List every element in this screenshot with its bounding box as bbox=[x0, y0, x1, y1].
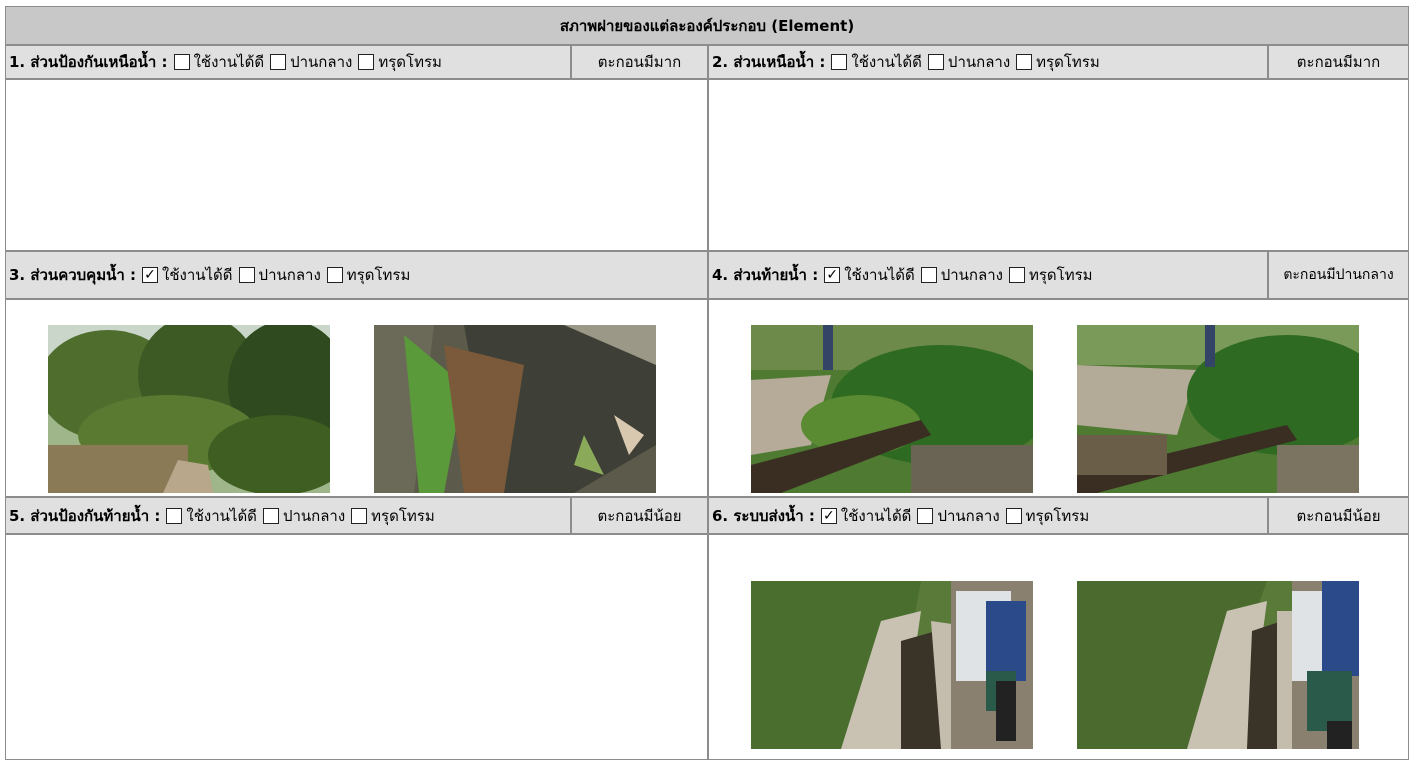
checkbox[interactable] bbox=[928, 54, 944, 70]
section-6-note: ตะกอนมีน้อย bbox=[1268, 497, 1409, 534]
checkbox[interactable] bbox=[1006, 508, 1022, 524]
table-header: สภาพฝายของแต่ละองค์ประกอบ (Element) bbox=[5, 6, 1409, 45]
section-1-option-fair[interactable] bbox=[270, 50, 352, 74]
section-2-note: ตะกอนมีมาก bbox=[1268, 45, 1409, 79]
section-6-row bbox=[708, 497, 1268, 534]
option-label: ปานกลาง bbox=[947, 53, 1011, 71]
section-4-row bbox=[708, 251, 1268, 299]
section-4-option-poor[interactable] bbox=[1009, 263, 1093, 287]
option-label: ใช้งานได้ดี bbox=[162, 266, 233, 284]
option-label: ปานกลาง bbox=[282, 506, 346, 525]
section-4-photo-2 bbox=[1077, 325, 1359, 493]
option-label: ทรุดโทรม bbox=[1028, 266, 1093, 284]
checkbox[interactable] bbox=[351, 508, 367, 524]
checkbox[interactable] bbox=[831, 54, 847, 70]
section-5-note: ตะกอนมีน้อย bbox=[571, 497, 708, 534]
checkbox[interactable] bbox=[917, 508, 933, 524]
section-4-label: 4. ส่วนท้ายน้ำ : bbox=[712, 266, 819, 284]
section-3-option-good[interactable] bbox=[142, 263, 233, 287]
checkbox[interactable] bbox=[270, 54, 286, 70]
option-label: ใช้งานได้ดี bbox=[186, 506, 257, 525]
photo-weir-apron bbox=[1077, 325, 1359, 493]
section-4-option-good[interactable] bbox=[824, 263, 915, 287]
section-3-row bbox=[5, 251, 708, 299]
option-label: ใช้งานได้ดี bbox=[193, 53, 265, 71]
section-2-option-poor[interactable] bbox=[1016, 50, 1100, 74]
checkbox[interactable]: ✓ bbox=[821, 508, 837, 524]
section-1-row bbox=[5, 45, 571, 79]
checkbox[interactable] bbox=[1009, 267, 1025, 283]
section-6-photo-1 bbox=[751, 581, 1033, 749]
photo-vegetation-stream bbox=[48, 325, 330, 493]
checkbox[interactable]: ✓ bbox=[824, 267, 840, 283]
option-label: ปานกลาง bbox=[290, 53, 353, 71]
checkbox[interactable] bbox=[174, 54, 190, 70]
section-4-photo-area bbox=[708, 299, 1409, 497]
section-2-row bbox=[708, 45, 1268, 79]
section-5-photo-area bbox=[5, 534, 708, 760]
section-2-photo-area bbox=[708, 79, 1409, 251]
section-1-option-poor[interactable] bbox=[358, 50, 442, 74]
photo-weir-downstream bbox=[751, 325, 1033, 493]
section-5-row bbox=[5, 497, 571, 534]
section-6-option-good[interactable] bbox=[821, 504, 912, 528]
checkbox[interactable] bbox=[263, 508, 279, 524]
section-3-option-poor[interactable] bbox=[327, 263, 411, 287]
option-label: ใช้งานได้ดี bbox=[851, 53, 922, 71]
section-1-photo-area bbox=[5, 79, 708, 251]
section-6-photo-area bbox=[708, 534, 1409, 760]
photo-irrigation-canal-2 bbox=[1077, 581, 1359, 749]
section-4-photo-1 bbox=[751, 325, 1033, 493]
section-3-label: 3. ส่วนควบคุมน้ำ : bbox=[9, 266, 136, 284]
option-label: ทรุดโทรม bbox=[346, 266, 411, 284]
section-3-photo-area bbox=[5, 299, 708, 497]
section-2-option-fair[interactable] bbox=[928, 50, 1010, 74]
section-5-option-good[interactable] bbox=[166, 504, 257, 528]
option-label: ปานกลาง bbox=[940, 266, 1003, 284]
section-5-label: 5. ส่วนป้องกันท้ายน้ำ : bbox=[9, 506, 161, 525]
checkbox[interactable] bbox=[921, 267, 937, 283]
section-1-note: ตะกอนมีมาก bbox=[571, 45, 708, 79]
checkbox[interactable] bbox=[166, 508, 182, 524]
option-label: ใช้งานได้ดี bbox=[840, 506, 912, 525]
section-3-option-fair[interactable] bbox=[239, 263, 321, 287]
option-label: ทรุดโทรม bbox=[1036, 53, 1100, 71]
photo-irrigation-canal bbox=[751, 581, 1033, 749]
option-label: ทรุดโทรม bbox=[371, 506, 435, 525]
section-1-option-good[interactable] bbox=[174, 50, 265, 74]
checkbox[interactable] bbox=[358, 54, 374, 70]
section-6-option-poor[interactable] bbox=[1006, 504, 1090, 528]
option-label: ใช้งานได้ดี bbox=[844, 266, 915, 284]
checkbox[interactable] bbox=[1016, 54, 1032, 70]
section-2-label: 2. ส่วนเหนือน้ำ : bbox=[712, 53, 826, 71]
section-2-option-good[interactable] bbox=[831, 50, 922, 74]
section-4-option-fair[interactable] bbox=[921, 263, 1003, 287]
section-1-label: 1. ส่วนป้องกันเหนือน้ำ : bbox=[9, 53, 168, 71]
section-3-photo-1 bbox=[48, 325, 330, 493]
checkbox[interactable] bbox=[327, 267, 343, 283]
photo-debris-weir bbox=[374, 325, 656, 493]
option-label: ปานกลาง bbox=[258, 266, 321, 284]
section-5-option-poor[interactable] bbox=[351, 504, 435, 528]
checkbox[interactable] bbox=[239, 267, 255, 283]
element-condition-table bbox=[5, 6, 1409, 760]
section-3-photo-2 bbox=[374, 325, 656, 493]
checkbox[interactable]: ✓ bbox=[142, 267, 158, 283]
section-6-label: 6. ระบบส่งน้ำ : bbox=[712, 506, 815, 525]
option-label: ทรุดโทรม bbox=[1025, 506, 1090, 525]
section-6-option-fair[interactable] bbox=[917, 504, 999, 528]
section-5-option-fair[interactable] bbox=[263, 504, 345, 528]
section-4-note: ตะกอนมีปานกลาง bbox=[1268, 251, 1409, 299]
option-label: ปานกลาง bbox=[937, 506, 1000, 525]
option-label: ทรุดโทรม bbox=[378, 53, 442, 71]
section-6-photo-2 bbox=[1077, 581, 1359, 749]
